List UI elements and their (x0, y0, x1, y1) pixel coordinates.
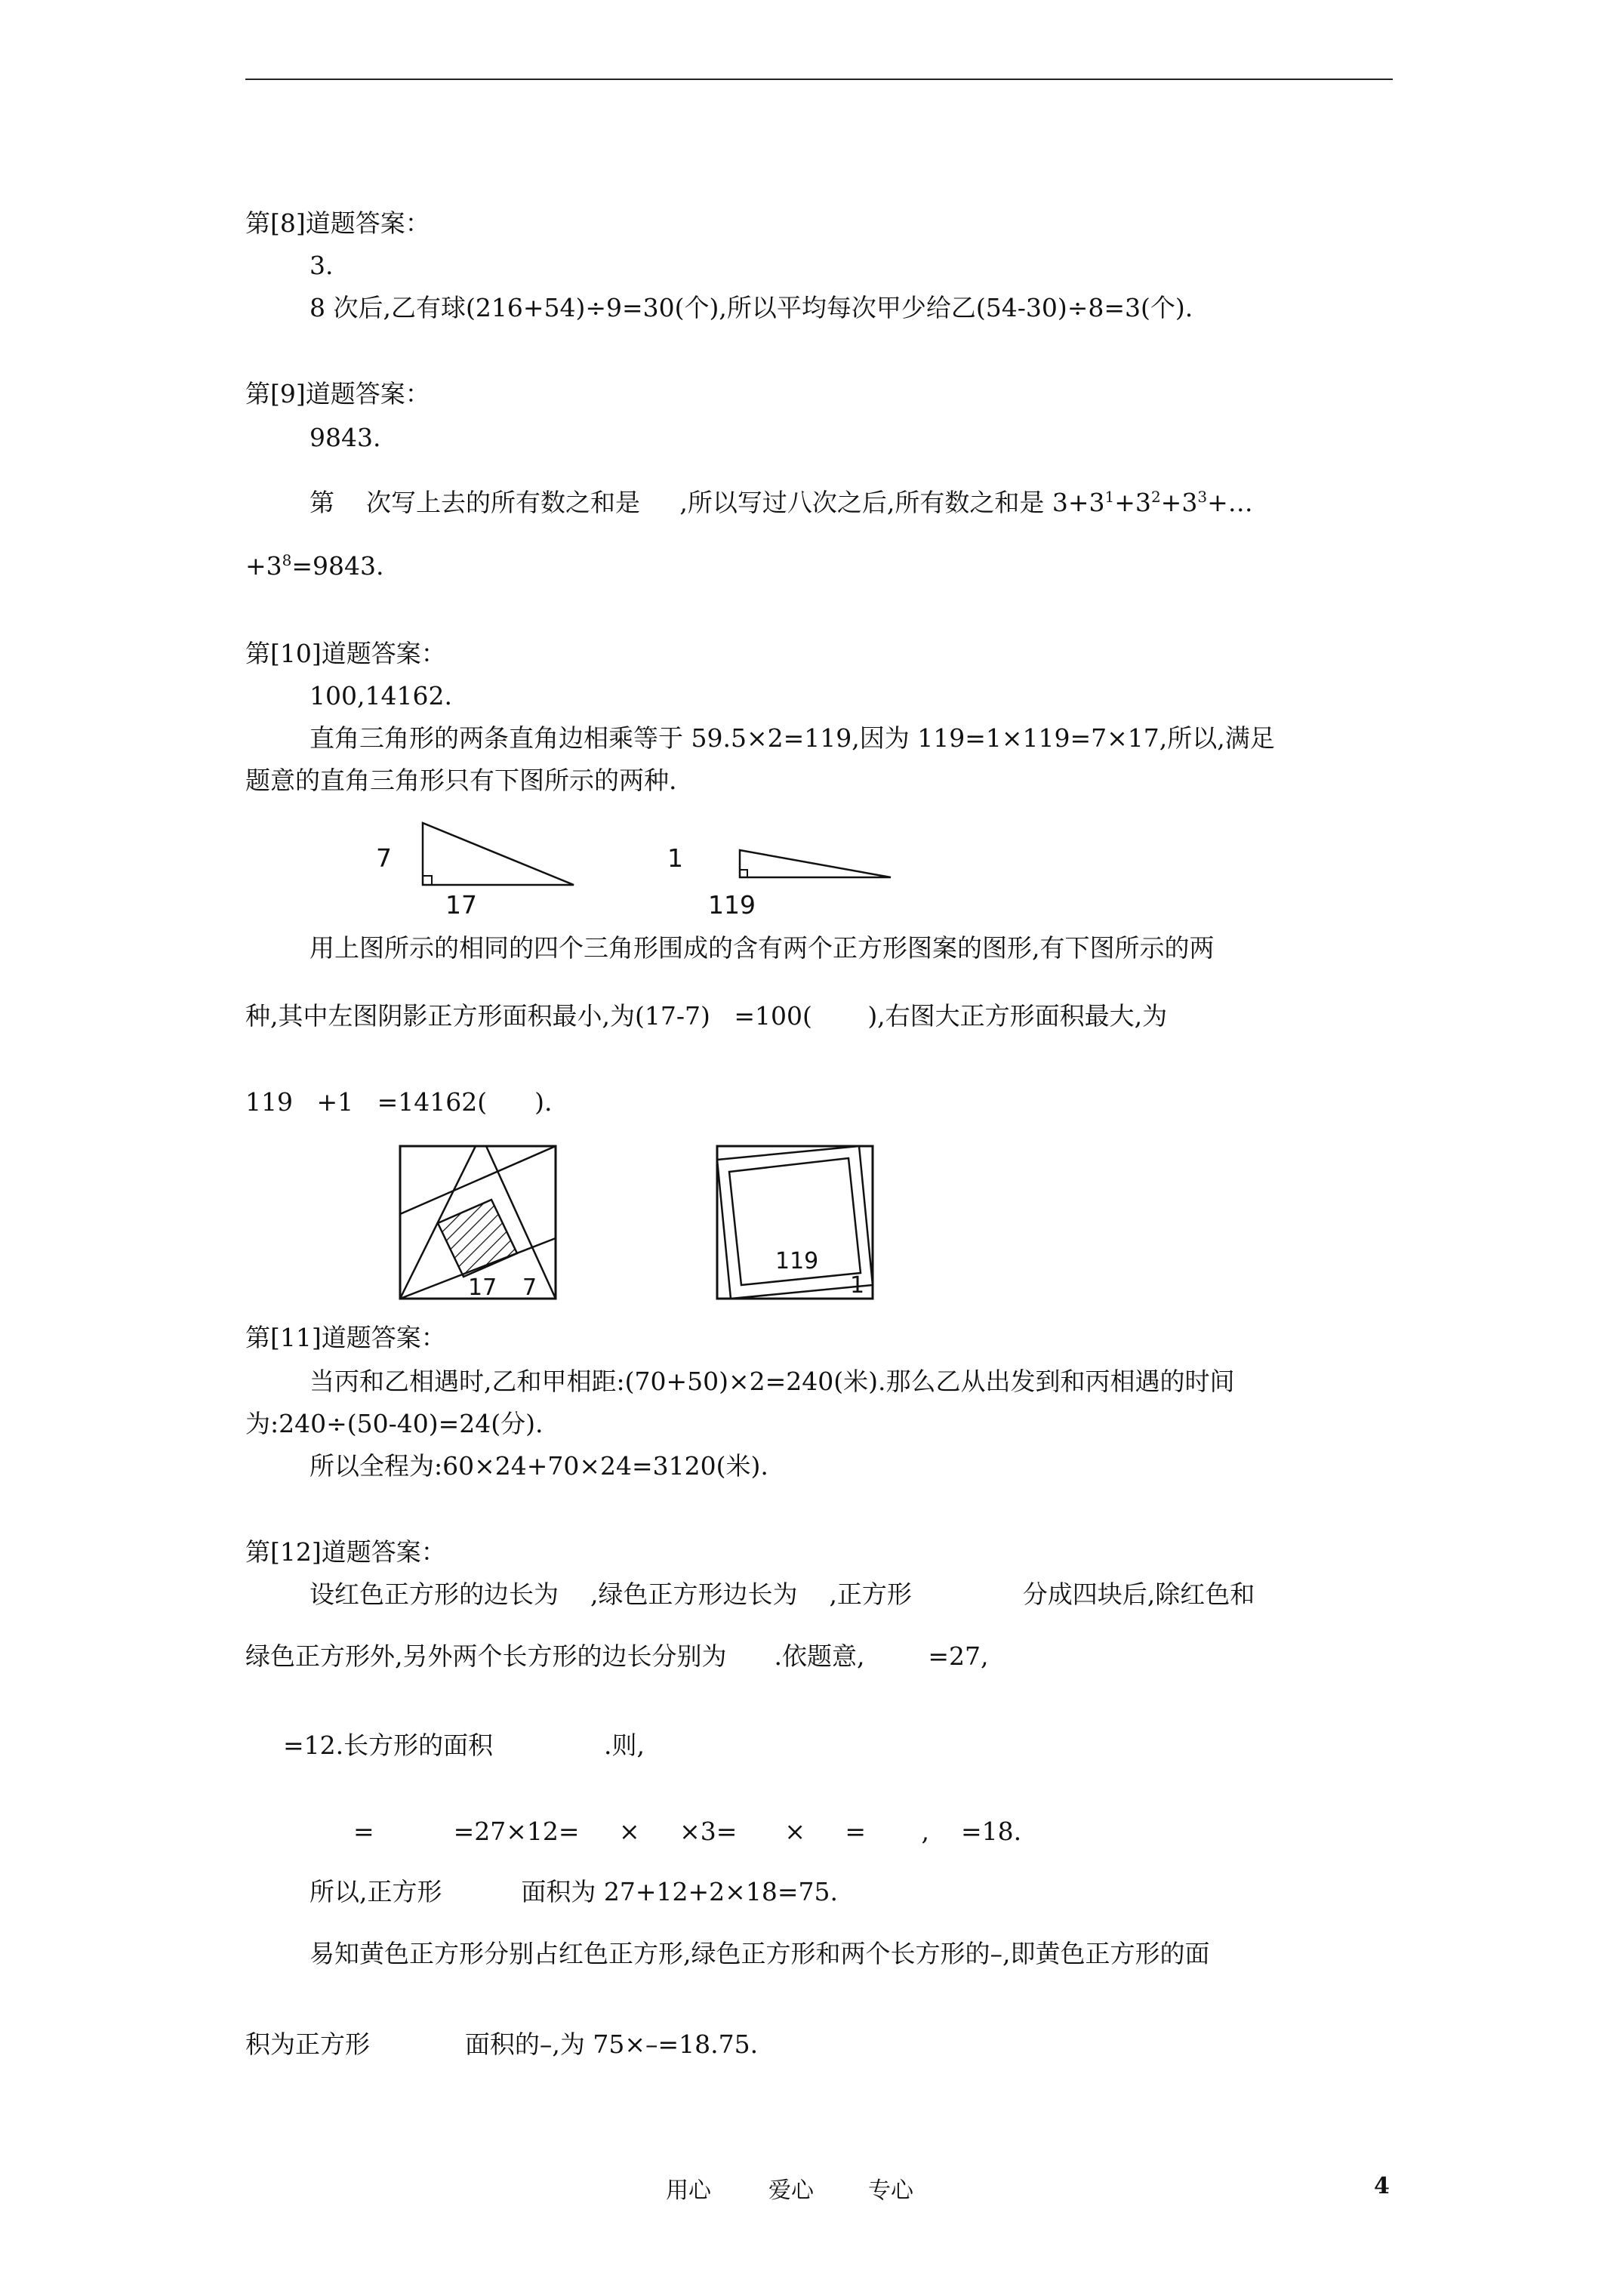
footer-text-1: 用心 (666, 2177, 711, 2204)
q10-line2: 题意的直角三角形只有下图所示的两种. (245, 766, 677, 795)
footer-text-3: 专心 (868, 2177, 913, 2204)
header-rule (245, 79, 1393, 80)
q12-line5: 所以,正方形 面积为 27+12+2×18=75. (310, 1877, 838, 1906)
q9-line1: 第 次写上去的所有数之和是 ,所以写过八次之后,所有数之和是 $3+3^1+3^2+3^3+\dots$ (310, 488, 1253, 517)
q12-heading: 第[12]道题答案： (245, 1537, 446, 1567)
right-square-figure (717, 1146, 873, 1299)
q8-heading: 第[8]道题答案： (245, 208, 430, 238)
fig2-label-119: 119 (775, 1248, 819, 1274)
tri2-side-label: 1 (667, 843, 683, 873)
tri2-base-label: 119 (708, 890, 756, 920)
tri1-side-label: 7 (376, 843, 392, 873)
q12-line7: 积为正方形 面积的–,为 75×–=18.75. (245, 2029, 759, 2059)
q12-line6: 易知黄色正方形分别占红色正方形,绿色正方形和两个长方形的–,即黄色正方形的面 (310, 1939, 1210, 1968)
q10-line5: 119 +1 =14162( ). (245, 1087, 553, 1117)
q11-heading: 第[11]道题答案： (245, 1323, 446, 1352)
q10-heading: 第[10]道题答案： (245, 639, 446, 668)
q9-line2: $+3^8=9843$. (245, 551, 384, 581)
page-number: 4 (1374, 2173, 1390, 2199)
q11-line1: 当丙和乙相遇时,乙和甲相距:(70+50)×2=240(米).那么乙从出发到和丙相遇的时间 (310, 1367, 1235, 1396)
q12-line2: 绿色正方形外,另外两个长方形的边长分别为 .依题意, =27, (245, 1641, 989, 1671)
fig1-label-7: 7 (522, 1274, 537, 1301)
footer-text-2: 爱心 (768, 2177, 814, 2204)
q11-line3: 所以全程为:60×24+70×24=3120(米). (310, 1451, 768, 1481)
left-square-figure (400, 1146, 556, 1301)
q10-line4: 种,其中左图阴影正方形面积最小,为(17-7) =100( ),右图大正方形面积最大,为 (245, 1001, 1168, 1031)
shaded-inner-square (438, 1200, 517, 1277)
square-figures (393, 1140, 891, 1302)
q10-answer: 100,14162. (310, 681, 452, 710)
q11-line2: 为:240÷(50-40)=24(分). (245, 1409, 544, 1438)
right-angle-mark-1 (423, 876, 432, 885)
triangle-1-119 (740, 850, 891, 877)
q9-answer: 9843. (310, 423, 381, 452)
q12-line1: 设红色正方形的边长为 ,绿色正方形边长为 ,正方形 分成四块后,除红色和 (310, 1579, 1255, 1609)
triangle-7-17 (423, 823, 574, 885)
q12-line4: = =27×12= × ×3= × = , =18. (353, 1817, 1022, 1846)
q8-answer: 3. (310, 251, 334, 280)
tri1-base-label: 17 (445, 890, 477, 920)
q10-line3: 用上图所示的相同的四个三角形围成的含有两个正方形图案的图形,有下图所示的两 (310, 933, 1215, 963)
q9-heading: 第[9]道题答案： (245, 379, 430, 408)
q10-line1: 直角三角形的两条直角边相乘等于 59.5×2=119,因为 119=1×119=7×17,所以,满足 (310, 723, 1275, 753)
right-triangles-figure (362, 815, 936, 936)
right-angle-mark-2 (740, 870, 747, 877)
q8-line1: 8 次后,乙有球(216+54)÷9=30(个),所以平均每次甲少给乙(54-30)÷8=3(个). (310, 293, 1193, 322)
q12-line3: =12.长方形的面积 .则, (283, 1730, 645, 1760)
fig1-label-17: 17 (468, 1274, 497, 1301)
fig2-label-1: 1 (850, 1272, 865, 1299)
